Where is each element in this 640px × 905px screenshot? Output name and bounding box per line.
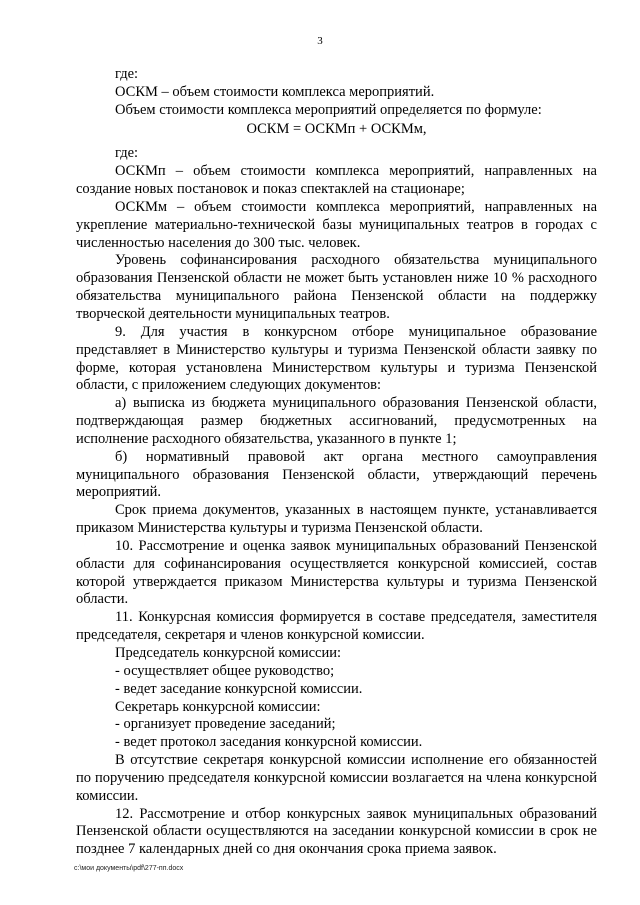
paragraph: Председатель конкурсной комиссии: [115, 645, 342, 661]
paragraph: Уровень софинансирования расходного обязательства муниципального образования Пензенской области не может быть установлен ниже 10 % расходного обязательства муниципального района Пензенской области на поддержку творческой деятельности муниципальных театров. [76, 252, 597, 322]
formula: ОСКМ = ОСКМп + ОСКМм, [246, 120, 427, 137]
paragraph: б) нормативный правовой акт органа местного самоуправления муниципального образования Пензенской области, утверждающий перечень мероприятий. [76, 448, 597, 501]
list-item: - организует проведение заседаний; [115, 716, 336, 733]
paragraph: Секретарь конкурсной комиссии: [115, 698, 321, 715]
paragraph: где: [115, 145, 139, 162]
page-number: 3 [317, 35, 323, 47]
document-body [76, 66, 597, 859]
paragraph: 11. Конкурсная комиссия формируется в составе председателя, заместителя председателя, секретаря и членов конкурсной комиссии. [76, 609, 597, 644]
paragraph: ОСКМм – объем стоимости комплекса мероприятий, направленных на укрепление материально-технической базы муниципальных театров в городах с численностью населения до 300 тыс. человек. [76, 198, 597, 251]
paragraph: Объем стоимости комплекса мероприятий определяется по формуле: [115, 101, 542, 118]
paragraph: В отсутствие секретаря конкурсной комиссии исполнение его обязанностей по поручению председателя конкурсной комиссии возлагается на члена конкурсной комиссии. [76, 752, 597, 804]
list-item: - осуществляет общее руководство; [115, 662, 335, 679]
paragraph: а) выписка из бюджета муниципального образования Пензенской области, подтверждающая размер бюджетных ассигнований, предусмотренных на исполнение расходного обязательства, указанного в пункте 1; [76, 395, 597, 447]
paragraph: 10. Рассмотрение и оценка заявок муниципальных образований Пензенской области для софинансирования осуществляется конкурсной комиссией, состав которой утверждается приказом Министерства культуры и туризма Пензенской области. [76, 537, 597, 608]
paragraph: 12. Рассмотрение и отбор конкурсных заявок муниципальных образований Пензенской области осуществляются на заседании конкурсной комиссии в срок не позднее 7 календарных дней со дня окончания срока приема заявок. [76, 805, 597, 858]
paragraph: Срок приема документов, указанных в настоящем пункте, устанавливается приказом Министерства культуры и туризма Пензенской области. [76, 502, 597, 537]
paragraph: где: [115, 66, 139, 82]
list-item: - ведет протокол заседания конкурсной комиссии. [115, 734, 423, 751]
file-path-footer: c:\мои документы\pdf\277-пп.docx [74, 865, 184, 872]
paragraph: ОСКМ – объем стоимости комплекса мероприятий. [115, 83, 435, 100]
paragraph: 9. Для участия в конкурсном отборе муниципальное образование представляет в Министерство культуры и туризма Пензенской области заявку по форме, которая установлена Министерством культуры и туризма Пензенской области, с приложением следующих документов: [76, 323, 597, 394]
paragraph: ОСКМп – объем стоимости комплекса мероприятий, направленных на создание новых постановок и показ спектаклей на стационаре; [76, 163, 597, 198]
list-item: - ведет заседание конкурсной комиссии. [115, 680, 363, 697]
